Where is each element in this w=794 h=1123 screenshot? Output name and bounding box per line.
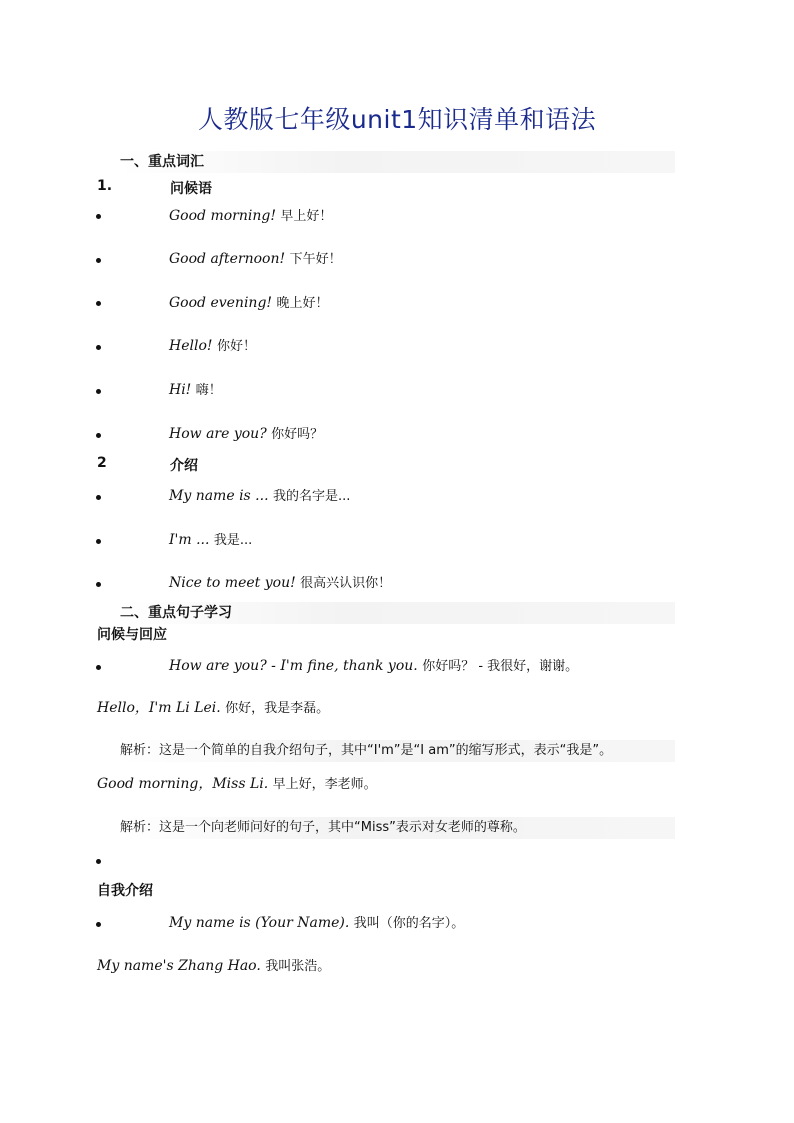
bullet-icon (96, 582, 101, 587)
bullet-icon (96, 389, 101, 394)
bullet-icon (96, 922, 101, 927)
bullet-icon (96, 345, 101, 350)
bullet-icon (96, 495, 101, 500)
analysis-note: 解析：这是一个简单的自我介绍句子，其中“I'm”是“I am”的缩写形式，表示“我是”。 (120, 740, 675, 762)
list-item: How are you? - I'm fine, thank you. 你好吗？ - 我很好，谢谢。 (169, 658, 579, 674)
example-sentence: Hello，I'm Li Lei. 你好，我是李磊。 (97, 700, 330, 716)
example-sentence: Good morning，Miss Li. 早上好，李老师。 (97, 776, 377, 792)
list-item: Good morning! 早上好！ (169, 208, 333, 224)
section-heading-vocabulary: 一、重点词汇 (120, 151, 675, 173)
example-sentence: My name's Zhang Hao. 我叫张浩。 (97, 958, 331, 974)
analysis-note: 解析：这是一个向老师问好的句子，其中“Miss”表示对女老师的尊称。 (120, 817, 675, 839)
list-item: Hi! 嗨！ (169, 382, 222, 398)
list-item: How are you? 你好吗？ (169, 426, 324, 442)
list-item: My name is (Your Name). 我叫（你的名字）。 (169, 915, 465, 931)
bullet-icon (96, 301, 101, 306)
bullet-icon (96, 258, 101, 263)
list-item: Good afternoon! 下午好！ (169, 251, 342, 267)
list-item: Nice to meet you! 很高兴认识你！ (169, 575, 392, 591)
page-title: 人教版七年级unit1知识清单和语法 (197, 105, 597, 134)
list-item: Good evening! 晚上好！ (169, 295, 329, 311)
bullet-icon (96, 433, 101, 438)
bullet-icon (96, 665, 101, 670)
list-item: I'm ... 我是... (169, 532, 253, 548)
list-item: Hello! 你好！ (169, 338, 256, 354)
bullet-icon (96, 539, 101, 544)
bullet-icon (96, 859, 101, 864)
greeting-response-label: 问候与回应 (97, 627, 167, 643)
group-label-greetings: 问候语 (170, 181, 212, 197)
self-introduction-label: 自我介绍 (97, 883, 153, 899)
group-number-1: 1. (97, 178, 113, 194)
group-number-2: 2 (97, 455, 107, 471)
list-item: My name is ... 我的名字是... (169, 488, 351, 504)
section-heading-sentences: 二、重点句子学习 (120, 602, 675, 624)
bullet-icon (96, 214, 101, 219)
group-label-introduction: 介绍 (170, 458, 198, 474)
